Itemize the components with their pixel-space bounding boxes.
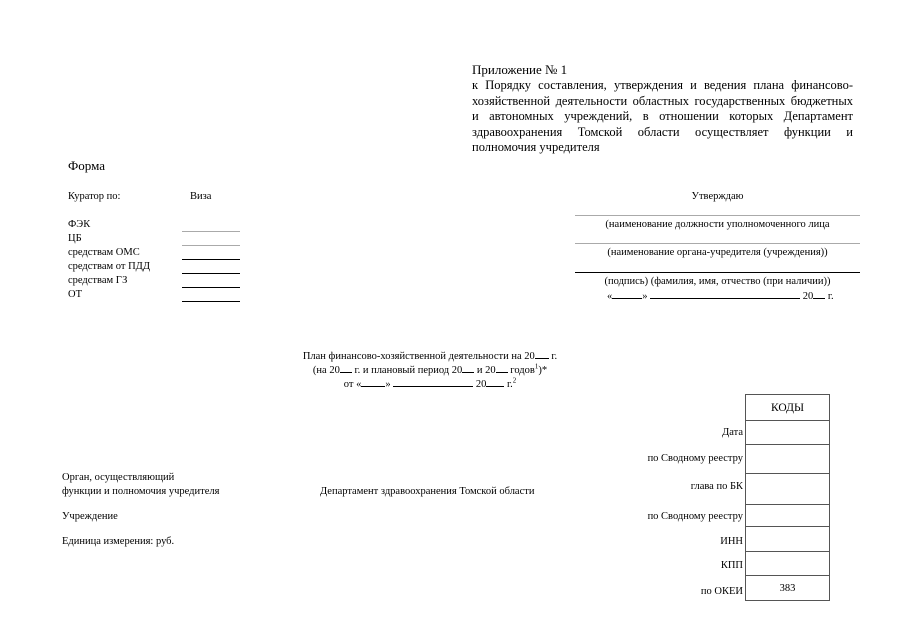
approval-position-caption: (наименование должности уполномоченного лица (605, 219, 830, 230)
code-cell-inn[interactable] (746, 527, 830, 552)
approval-signature-line[interactable] (575, 272, 860, 273)
approval-org-line[interactable] (575, 243, 860, 244)
unit-label: Единица измерения: руб. (62, 536, 175, 547)
visa-line-cb[interactable] (182, 245, 240, 246)
code-cell-registry-1[interactable] (746, 445, 830, 474)
code-label-kpp: КПП (720, 560, 743, 571)
plan-year-3-field[interactable] (496, 363, 508, 373)
code-label-registry-1: по Сводному реестру (647, 453, 743, 464)
codes-table (745, 394, 830, 601)
visa-line-gz[interactable] (182, 287, 240, 288)
visa-line-ot[interactable] (182, 301, 240, 302)
code-label-registry-2: по Сводному реестру (647, 511, 743, 522)
appendix-title: Приложение № 1 (472, 62, 568, 77)
code-label-date: Дата (722, 427, 743, 438)
approval-org-caption: (наименование органа-учредителя (учреждения)) (607, 247, 828, 258)
code-label-bk: глава по БК (690, 481, 743, 492)
plan-line-1: План финансово-хозяйственной деятельности на 20 г. (302, 351, 558, 362)
approval-year-field[interactable] (813, 289, 825, 299)
plan-year-2-field[interactable] (462, 363, 474, 373)
approval-title: Утверждаю (691, 191, 744, 202)
curator-item-cb: ЦБ (68, 233, 82, 244)
approval-month-field[interactable] (650, 289, 800, 299)
approval-day-field[interactable] (612, 289, 642, 299)
curator-item-oms: средствам ОМС (68, 247, 140, 258)
curator-item-pdd: средствам от ПДД (68, 261, 151, 272)
plan-line-3: от « » 20 г.$^2$ (343, 376, 517, 390)
code-cell-date[interactable] (746, 421, 830, 445)
plan-month-field[interactable] (393, 377, 473, 387)
form-label: Форма (68, 158, 105, 173)
plan-day-field[interactable] (361, 377, 385, 387)
code-cell-okei[interactable]: 383 (746, 576, 830, 601)
visa-header: Виза (190, 191, 212, 202)
visa-line-oms[interactable] (182, 259, 240, 260)
curator-item-gz: средствам ГЗ (68, 275, 128, 286)
plan-line-2: (на 20 г. и плановый период 20 и 20 годов$^1$)* (312, 362, 548, 376)
approval-position-line[interactable] (575, 215, 860, 216)
codes-header: КОДЫ (746, 395, 830, 421)
curator-item-fek: ФЭК (68, 219, 91, 230)
code-cell-kpp[interactable] (746, 552, 830, 576)
appendix-text: к Порядку составления, утверждения и ведения плана финансово-хозяйственной деятельности областных государственных бюджетных и автономных учреждений, в отношении которых Департамент здравоохранения Томской области осуществляет функции и полномочия учредителя (472, 78, 853, 154)
organ-label-line-1: Орган, осуществляющий (62, 472, 175, 483)
organ-value: Департамент здравоохранения Томской области (320, 486, 535, 497)
visa-line-fek[interactable] (182, 231, 240, 232)
plan-year-field[interactable] (535, 349, 549, 359)
institution-label: Учреждение (62, 511, 118, 522)
code-cell-registry-2[interactable] (746, 505, 830, 527)
plan-date-year-field[interactable] (486, 377, 504, 387)
curator-header: Куратор по: (68, 191, 121, 202)
plan-title (250, 349, 610, 391)
visa-line-pdd[interactable] (182, 273, 240, 274)
organ-label-line-2: функции и полномочия учредителя (62, 486, 220, 497)
code-label-inn: ИНН (720, 536, 743, 547)
approval-signature-caption: (подпись) (фамилия, имя, отчество (при наличии)) (604, 276, 831, 287)
code-label-okei: по ОКЕИ (700, 586, 743, 597)
approval-date: « » 20 г. (607, 291, 834, 302)
curator-item-ot: ОТ (68, 289, 82, 300)
code-cell-bk[interactable] (746, 474, 830, 505)
plan-period-year-field[interactable] (340, 363, 352, 373)
